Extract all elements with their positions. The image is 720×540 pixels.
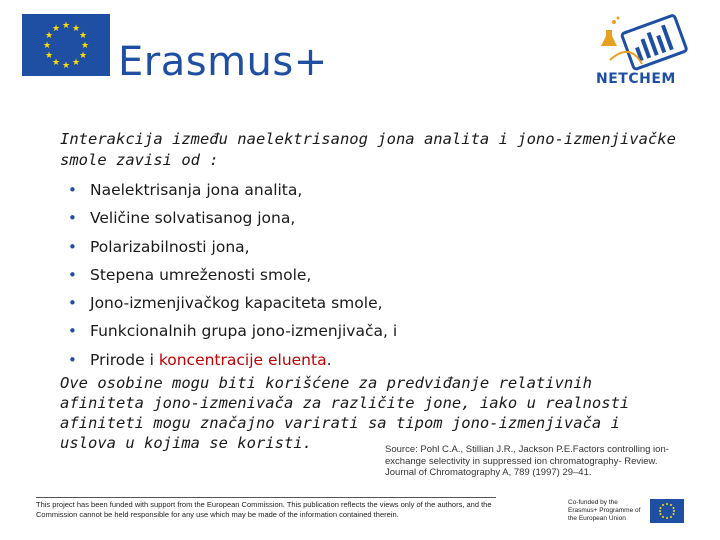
svg-text:★: ★ — [51, 24, 61, 34]
conclusion-text: Ove osobine mogu biti korišćene za predviđanje relativnih afiniteta jono-izmenivača za različite jone, iako u realnosti afiniteti mogu značajno varirati sa tipom jono-izmenjivača i uslova u kojima se koristi. — [60, 374, 630, 452]
cofunded-label: Co-funded by the Erasmus+ Programme of the European Union — [568, 499, 641, 522]
list-item: • Jono-izmenjivačkog kapaciteta smole, — [68, 289, 397, 317]
svg-text:★: ★ — [61, 61, 71, 71]
list-item: • Veličine solvatisanog jona, — [68, 204, 397, 232]
list-item-suffix: . — [326, 350, 332, 369]
svg-text:★: ★ — [78, 31, 88, 41]
svg-text:★: ★ — [71, 24, 81, 34]
list-item-prefix: Prirode i — [90, 350, 159, 369]
source-citation: Source: Pohl C.A., Stillian J.R., Jackson P.E.Factors controlling ion-exchange selectivity in suppressed ion chromatography- Review. Journal of Chromatography A, 789 (1997) 29–41. — [385, 444, 669, 478]
svg-text:★: ★ — [51, 58, 61, 68]
list-item: • Polarizabilnosti jona, — [68, 233, 397, 261]
svg-text:★: ★ — [61, 21, 71, 31]
intro-text: Interakcija između naelektrisanog jona analita i jono-izmenjivačke smole zavisi od : — [60, 130, 676, 169]
list-item: • Stepena umreženosti smole, — [68, 261, 397, 289]
eluent-highlight: koncentracije eluenta — [158, 350, 327, 369]
list-item: • Naelektrisanja jona analita, — [68, 176, 397, 204]
svg-text:★: ★ — [80, 41, 90, 51]
netchem-label: NETCHEM — [596, 71, 676, 87]
list-item: • Funkcionalnih grupa jono-izmenjivača, i — [68, 317, 397, 345]
erasmus-logo-text: Erasmus+ — [118, 39, 328, 85]
funding-disclaimer: This project has been funded with support from the European Commission. This publication reflects the views only of the authors, and the Commission cannot be held responsible for any use which may be made of the information contained therein. — [36, 500, 492, 519]
svg-text:★: ★ — [78, 51, 88, 61]
svg-text:★: ★ — [71, 58, 81, 68]
eu-flag-small-icon — [650, 499, 684, 523]
svg-text:★: ★ — [42, 41, 52, 51]
svg-text:★: ★ — [44, 31, 54, 41]
factor-list — [68, 176, 397, 374]
eu-flag-icon — [22, 14, 110, 76]
list-item — [68, 346, 397, 374]
footer-divider — [36, 497, 496, 498]
svg-text:★: ★ — [44, 51, 54, 61]
